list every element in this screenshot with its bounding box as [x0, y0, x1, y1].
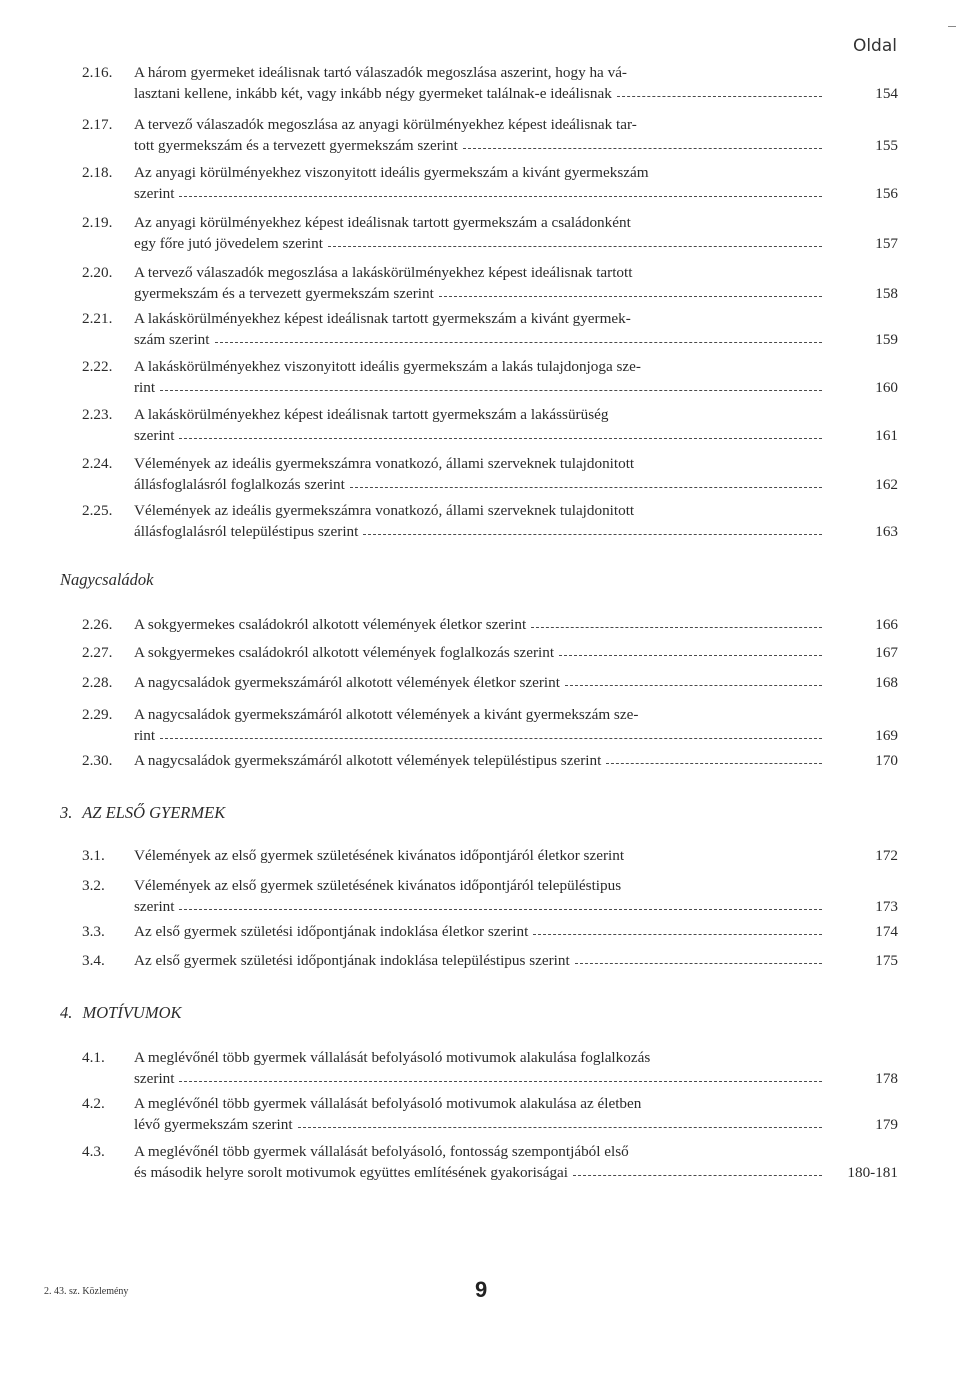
dashed-leader: [575, 963, 822, 964]
entry-title-line: szerint: [134, 898, 175, 915]
entry-number: 2.29.: [82, 706, 113, 723]
toc-entry: [82, 875, 898, 917]
toc-entry: [82, 1093, 898, 1135]
entry-title-line: tott gyermekszám és a tervezett gyermekszám szerint: [134, 137, 458, 154]
toc-entry: [82, 672, 898, 693]
toc-entry: [82, 212, 898, 254]
entry-title-line: szerint: [134, 185, 175, 202]
entry-page-number: 159: [875, 331, 898, 348]
toc-entry: [82, 704, 898, 746]
page-number: 9: [475, 1277, 488, 1302]
dashed-leader: [350, 487, 822, 488]
entry-title-line: Az első gyermek születési időpontjának indoklása életkor szerint: [134, 923, 529, 940]
entry-number: 2.21.: [82, 310, 113, 327]
toc-entry: [82, 262, 898, 304]
entry-page-number: 172: [875, 847, 898, 864]
section-title: AZ ELSŐ GYERMEK: [82, 803, 226, 822]
dashed-leader: [160, 390, 822, 391]
dashed-leader: [533, 934, 822, 935]
dashed-leader: [328, 246, 822, 247]
entry-page-number: 160: [875, 379, 898, 396]
entry-title-line: állásfoglalásról településtipus szerint: [134, 523, 359, 540]
entry-number: 2.19.: [82, 214, 113, 231]
toc-entry: [82, 750, 898, 771]
dashed-leader: [617, 96, 822, 97]
entry-page-number: 155: [875, 137, 898, 154]
entry-number: 2.30.: [82, 752, 113, 769]
entry-title-line: A nagycsaládok gyermekszámáról alkotott vélemények életkor szerint: [134, 674, 560, 691]
entry-page-number: 163: [875, 523, 898, 540]
entry-page-number: 156: [875, 185, 898, 202]
entry-title-line: A meglévőnél több gyermek vállalását befolyásoló, fontosság szempontjából első: [134, 1143, 629, 1160]
entry-number: 2.22.: [82, 358, 113, 375]
entry-number: 2.28.: [82, 674, 113, 691]
entry-title-line: A sokgyermekes családokról alkotott vélemények életkor szerint: [134, 616, 527, 633]
dashed-leader: [179, 196, 822, 197]
entry-number: 2.26.: [82, 616, 113, 633]
entry-page-number: 175: [875, 952, 898, 969]
section-title: Nagycsaládok: [60, 570, 154, 589]
scan-mark: [948, 26, 956, 27]
section-number: 3.: [60, 803, 73, 822]
section-heading-3: [60, 803, 225, 823]
entry-title-line: és második helyre sorolt motivumok együttes említésének gyakoriságai: [134, 1164, 569, 1181]
toc-entry: [82, 356, 898, 398]
entry-title-line: A három gyermeket ideálisnak tartó válaszadók megoszlása aszerint, hogy ha vá-: [134, 64, 627, 81]
toc-entry: [82, 308, 898, 350]
entry-title-line: Az első gyermek születési időpontjának indoklása településtipus szerint: [134, 952, 570, 969]
toc-entry: [82, 642, 898, 663]
entry-page-number: 180-181: [847, 1164, 898, 1181]
entry-title-line: Az anyagi körülményekhez viszonyitott ideális gyermekszám a kivánt gyermekszám: [134, 164, 649, 181]
section-heading-4: [60, 1003, 182, 1023]
entry-number: 4.1.: [82, 1049, 105, 1066]
entry-page-number: 162: [875, 476, 898, 493]
entry-number: 4.3.: [82, 1143, 105, 1160]
entry-number: 4.2.: [82, 1095, 105, 1112]
entry-title-line: gyermekszám és a tervezett gyermekszám szerint: [134, 285, 434, 302]
section-number: 4.: [60, 1003, 73, 1022]
entry-number: 2.16.: [82, 64, 113, 81]
entry-title-line: Vélemények az ideális gyermekszámra vonatkozó, állami szerveknek tulajdonitott: [134, 455, 635, 472]
entry-page-number: 169: [875, 727, 898, 744]
entry-number: 3.4.: [82, 952, 105, 969]
toc-entry: [82, 404, 898, 446]
entry-title-line: rint: [134, 379, 156, 396]
toc-entry: [82, 950, 898, 971]
entry-title-line: egy főre jutó jövedelem szerint: [134, 235, 323, 252]
entry-number: 2.24.: [82, 455, 113, 472]
entry-number: 3.1.: [82, 847, 105, 864]
entry-page-number: 168: [875, 674, 898, 691]
dashed-leader: [531, 627, 822, 628]
dashed-leader: [559, 655, 822, 656]
page-column-heading: Oldal: [852, 36, 897, 56]
dashed-leader: [160, 738, 822, 739]
entry-number: 2.17.: [82, 116, 113, 133]
entry-number: 2.25.: [82, 502, 113, 519]
entry-number: 3.2.: [82, 877, 105, 894]
dashed-leader: [463, 148, 822, 149]
toc-entry: [82, 500, 898, 542]
section-heading-nagycsaladok: [60, 570, 153, 590]
toc-entry: [82, 1141, 898, 1183]
entry-title-line: Vélemények az első gyermek születésének kivánatos időpontjáról településtipus: [134, 877, 622, 894]
dashed-leader: [439, 296, 822, 297]
toc-entry: [82, 62, 898, 104]
entry-title-line: állásfoglalásról foglalkozás szerint: [134, 476, 345, 493]
entry-title-line: A nagycsaládok gyermekszámáról alkotott vélemények településtipus szerint: [134, 752, 602, 769]
dashed-leader: [298, 1127, 822, 1128]
entry-number: 3.3.: [82, 923, 105, 940]
entry-page-number: 173: [875, 898, 898, 915]
dashed-leader: [179, 438, 822, 439]
entry-page-number: 167: [875, 644, 898, 661]
dashed-leader: [606, 763, 822, 764]
entry-title-line: Az anyagi körülményekhez képest ideálisnak tartott gyermekszám a családonként: [134, 214, 631, 231]
entry-title-line: lasztani kellene, inkább két, vagy inkább négy gyermeket találnak-e ideálisnak: [134, 85, 612, 102]
entry-title-line: Vélemények az első gyermek születésének kivánatos időpontjáról életkor szerint: [134, 847, 625, 864]
entry-title-line: rint: [134, 727, 156, 744]
entry-title-line: A meglévőnél több gyermek vállalását befolyásoló motivumok alakulása foglalkozás: [134, 1049, 651, 1066]
entry-title-line: A lakáskörülményekhez képest ideálisnak tartott gyermekszám a lakássürüség: [134, 406, 609, 423]
entry-number: 2.23.: [82, 406, 113, 423]
entry-title-line: Vélemények az ideális gyermekszámra vonatkozó, állami szerveknek tulajdonitott: [134, 502, 635, 519]
dashed-leader: [179, 909, 822, 910]
toc-entry: [82, 1047, 898, 1089]
dashed-leader: [573, 1175, 822, 1176]
entry-title-line: A sokgyermekes családokról alkotott vélemények foglalkozás szerint: [134, 644, 555, 661]
toc-entry: [82, 921, 898, 942]
entry-title-line: A lakáskörülményekhez viszonyitott ideális gyermekszám a lakás tulajdonjoga sze-: [134, 358, 641, 375]
entry-title-line: A nagycsaládok gyermekszámáról alkotott vélemények a kivánt gyermekszám sze-: [134, 706, 639, 723]
entry-number: 2.27.: [82, 644, 113, 661]
toc-entry: [82, 845, 898, 866]
section-title: MOTÍVUMOK: [82, 1003, 182, 1022]
entry-number: 2.20.: [82, 264, 113, 281]
entry-title-line: A lakáskörülményekhez képest ideálisnak tartott gyermekszám a kivánt gyermek-: [134, 310, 631, 327]
entry-page-number: 158: [875, 285, 898, 302]
entry-page-number: 174: [875, 923, 898, 940]
dashed-leader: [565, 685, 822, 686]
toc-entry: [82, 453, 898, 495]
entry-page-number: 178: [875, 1070, 898, 1087]
dashed-leader: [363, 534, 822, 535]
publication-footer: 2. 43. sz. Közlemény: [44, 1286, 129, 1297]
entry-title-line: A tervező válaszadók megoszlása az anyagi körülményekhez képest ideálisnak tar-: [134, 116, 637, 133]
dashed-leader: [179, 1081, 822, 1082]
entry-title-line: szerint: [134, 427, 175, 444]
entry-number: 2.18.: [82, 164, 113, 181]
entry-title-line: A tervező válaszadók megoszlása a lakáskörülményekhez képest ideálisnak tartott: [134, 264, 633, 281]
entry-title-line: lévő gyermekszám szerint: [134, 1116, 293, 1133]
toc-entry: [82, 114, 898, 156]
entry-title-line: szám szerint: [134, 331, 210, 348]
entry-page-number: 179: [875, 1116, 898, 1133]
entry-page-number: 170: [875, 752, 898, 769]
dashed-leader: [215, 342, 823, 343]
entry-page-number: 154: [875, 85, 898, 102]
entry-page-number: 166: [875, 616, 898, 633]
entry-title-line: szerint: [134, 1070, 175, 1087]
entry-title-line: A meglévőnél több gyermek vállalását befolyásoló motivumok alakulása az életben: [134, 1095, 642, 1112]
toc-entry: [82, 614, 898, 635]
entry-page-number: 157: [875, 235, 898, 252]
entry-page-number: 161: [875, 427, 898, 444]
toc-entry: [82, 162, 898, 204]
